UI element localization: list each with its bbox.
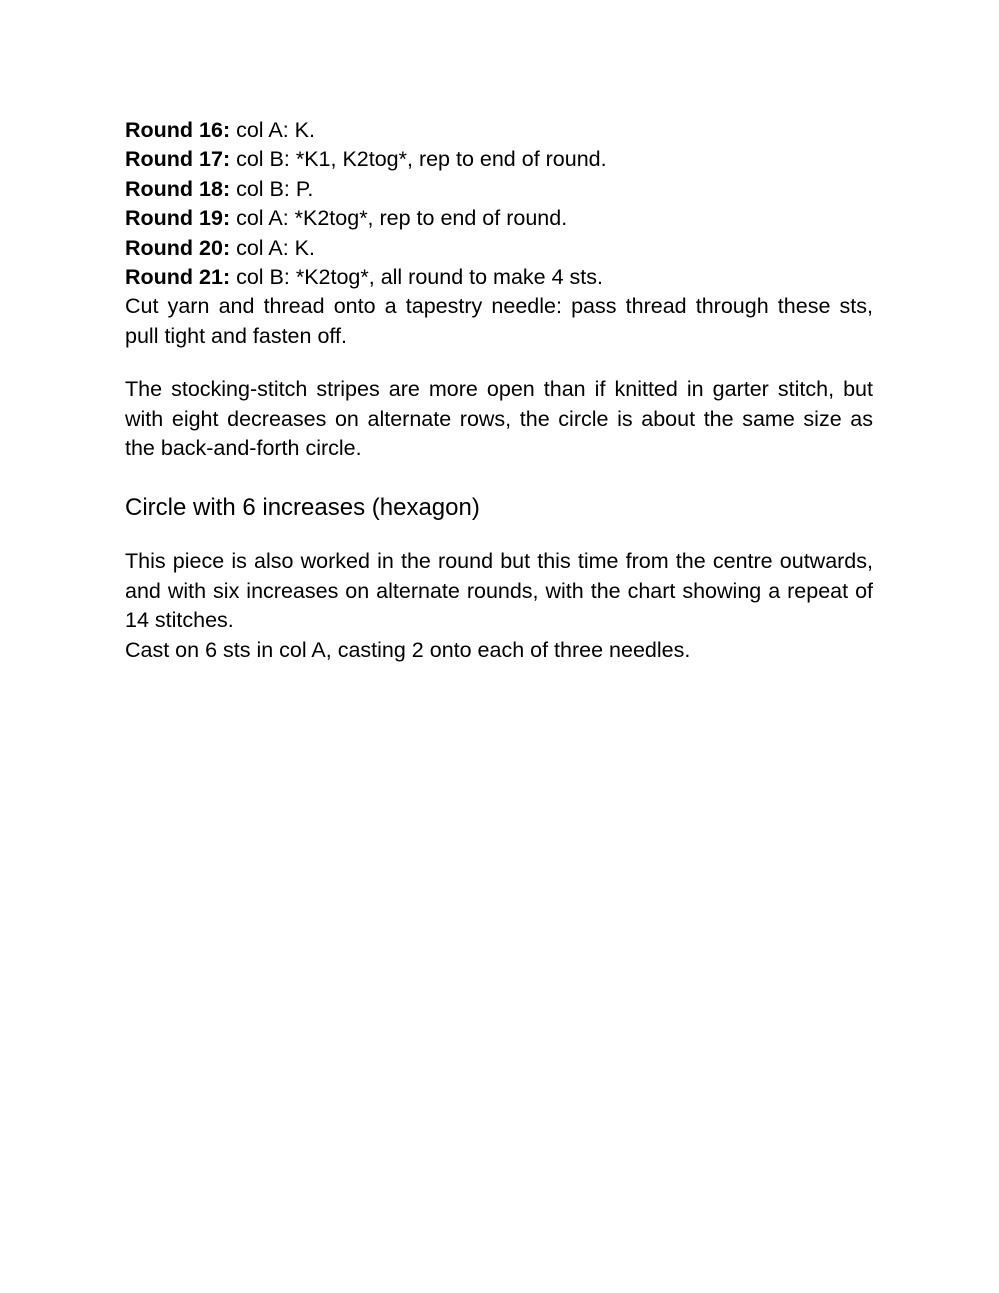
- spacer: [125, 463, 873, 493]
- round-instruction: col A: K.: [230, 235, 315, 260]
- section-intro-paragraph: This piece is also worked in the round but this time from the centre outwards, and with six increases on alternate rounds, with the chart showing a repeat of 14 stitches.: [125, 549, 873, 633]
- round-label: Round 20:: [125, 235, 231, 260]
- section-heading: Circle with 6 increases (hexagon): [125, 494, 480, 522]
- round-instruction: col A: K.: [230, 118, 315, 142]
- round-instruction: col B: P.: [230, 176, 314, 201]
- round-16-line: [125, 116, 873, 145]
- round-instruction: col B: *K2tog*, all round to make 4 sts.: [230, 265, 603, 290]
- page-content: [125, 116, 873, 665]
- cast-on-line: Cast on 6 sts in col A, casting 2 onto each of three needles.: [125, 637, 691, 662]
- round-label: Round 16:: [125, 118, 231, 142]
- round-instruction: col B: *K1, K2tog*, rep to end of round.: [230, 147, 607, 172]
- round-17-line: [125, 145, 873, 174]
- round-instruction: col A: *K2tog*, rep to end of round.: [230, 206, 568, 231]
- spacer: [125, 523, 873, 547]
- spacer: [125, 351, 873, 375]
- stripes-note-paragraph: The stocking-stitch stripes are more open than if knitted in garter stitch, but with eight decreases on alternate rows, the circle is about the same size as the back-and-forth circle.: [125, 377, 873, 461]
- round-label: Round 19:: [125, 206, 231, 231]
- round-18-line: [125, 175, 873, 204]
- round-label: Round 17:: [125, 147, 231, 172]
- round-label: Round 18:: [125, 176, 231, 201]
- round-21-line: [125, 263, 873, 292]
- round-label: Round 21:: [125, 265, 231, 290]
- round-20-line: [125, 234, 873, 263]
- finish-paragraph: Cut yarn and thread onto a tapestry needle: pass thread through these sts, pull tight and fasten off.: [125, 294, 873, 348]
- round-19-line: [125, 204, 873, 233]
